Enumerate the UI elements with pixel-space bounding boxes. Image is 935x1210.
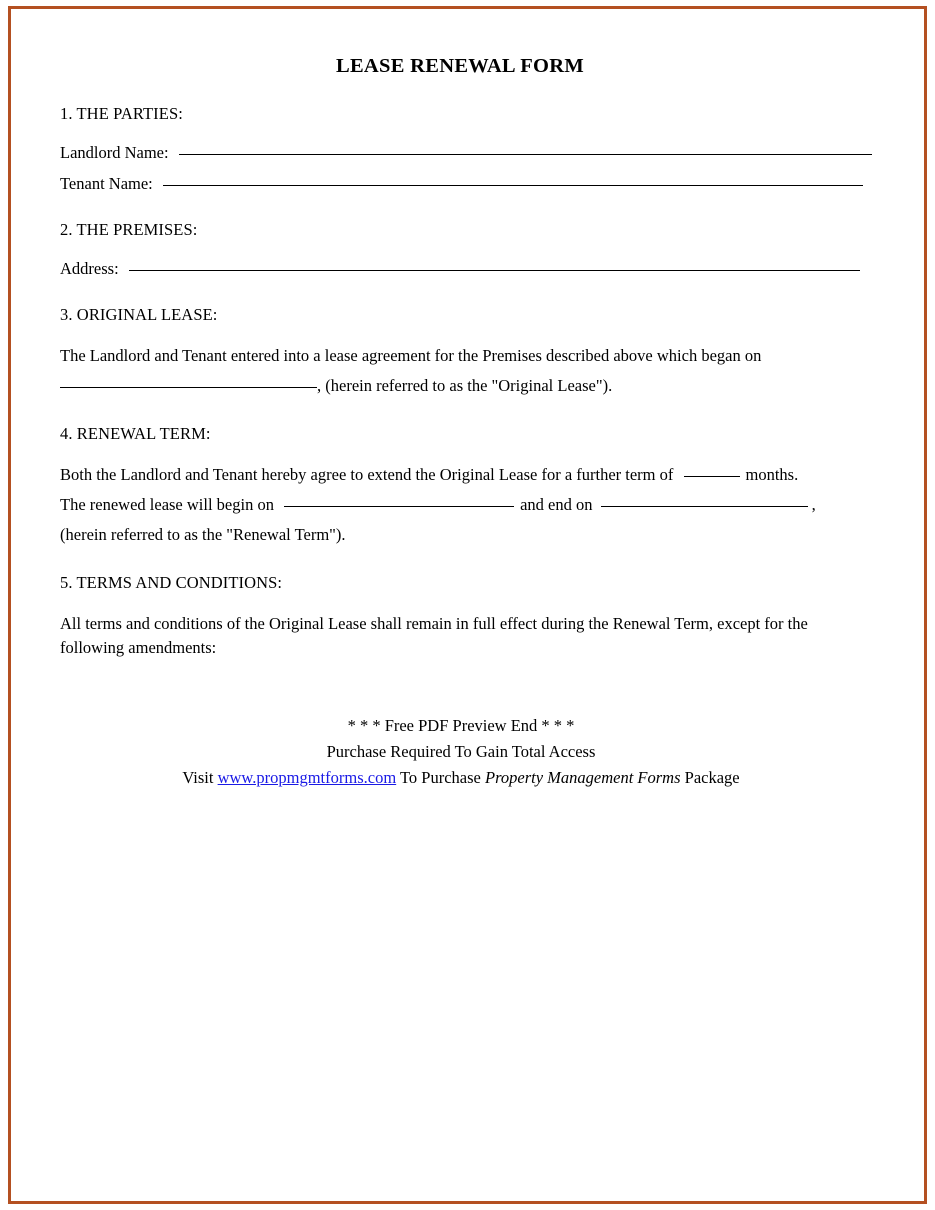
footer-visit-suffix: Package	[684, 767, 740, 787]
renewal-term-line2	[60, 493, 872, 517]
renewal-term-line1-prefix: Both the Landlord and Tenant hereby agree to extend the Original Lease for a further term of	[60, 464, 674, 484]
section-heading-renewal-term: 4. RENEWAL TERM:	[60, 423, 211, 443]
footer-visit-line	[60, 765, 862, 791]
footer-package-name: Property Management Forms	[485, 767, 681, 787]
renewal-term-line1-suffix: months.	[745, 464, 799, 484]
original-lease-paragraph-line1: The Landlord and Tenant entered into a lease agreement for the Premises described above which began on	[60, 346, 762, 365]
page-title: LEASE RENEWAL FORM	[335, 55, 585, 77]
section-heading-original-lease: 3. ORIGINAL LEASE:	[60, 305, 218, 324]
terms-conditions-paragraph: All terms and conditions of the Original Lease shall remain in full effect during the Renewal Term, except for the following amendments:	[60, 613, 808, 657]
section-heading-terms-conditions: 5. TERMS AND CONDITIONS:	[60, 572, 283, 592]
field-tenant-name-row	[60, 174, 872, 194]
field-landlord-name-row	[60, 143, 872, 163]
address-input[interactable]	[129, 270, 860, 271]
renewal-term-line2-middle: and end on	[520, 494, 593, 514]
section-heading-parties: 1. THE PARTIES:	[60, 104, 183, 123]
renewal-term-line1	[60, 463, 872, 487]
footer-visit-prefix: Visit	[182, 767, 214, 787]
original-lease-start-date-input[interactable]	[60, 387, 317, 388]
footer-purchase-required: Purchase Required To Gain Total Access	[326, 742, 596, 762]
renewal-start-date-input[interactable]	[284, 506, 514, 507]
paper-surface	[12, 10, 923, 1200]
renewal-term-line2-suffix: ,	[811, 494, 816, 514]
footer-preview-end: * * * Free PDF Preview End * * *	[347, 716, 575, 736]
renewal-term-months-input[interactable]	[684, 476, 740, 477]
section-heading-premises: 2. THE PREMISES:	[60, 220, 198, 239]
footer-visit-middle: To Purchase	[400, 767, 481, 787]
landlord-name-label: Landlord Name:	[60, 143, 169, 162]
renewal-term-line2-prefix: The renewed lease will begin on	[60, 494, 274, 514]
landlord-name-input[interactable]	[179, 154, 872, 155]
original-lease-paragraph-line2	[60, 374, 872, 398]
document-content	[60, 55, 872, 790]
tenant-name-input[interactable]	[163, 185, 863, 186]
address-label: Address:	[60, 259, 119, 278]
tenant-name-label: Tenant Name:	[60, 174, 153, 193]
preview-footer	[60, 713, 872, 790]
field-address-row	[60, 259, 872, 279]
renewal-term-line3: (herein referred to as the "Renewal Term").	[60, 524, 346, 544]
renewal-end-date-input[interactable]	[601, 506, 808, 507]
original-lease-paragraph-tail: , (herein referred to as the "Original Lease").	[317, 375, 613, 395]
propmgmtforms-link[interactable]: www.propmgmtforms.com	[217, 767, 397, 787]
